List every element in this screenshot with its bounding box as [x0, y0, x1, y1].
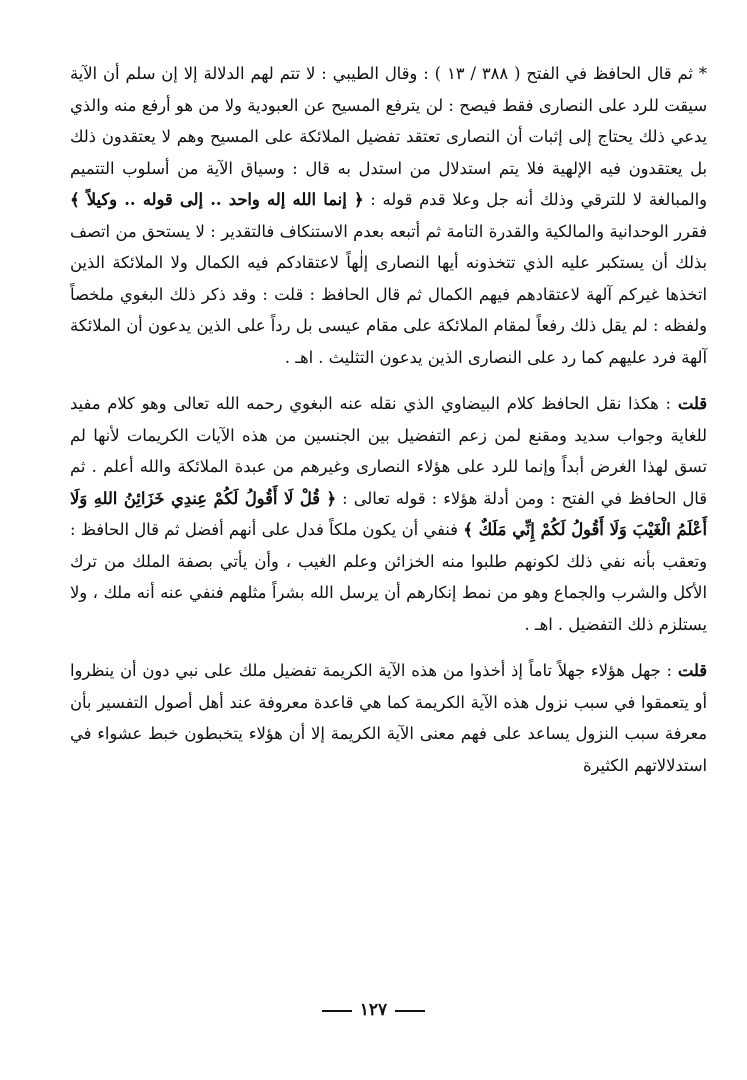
page-footer [0, 1000, 747, 1020]
paragraph-lead-word: قلت [677, 394, 707, 413]
paragraph-2 [70, 388, 707, 640]
paragraph-text: : هكذا نقل الحافظ كلام البيضاوي الذي نقله عنه البغوي رحمه الله تعالى وهو كلام مفيد للغاية وجواب سديد ومقنع لمن زعم التفضيل بين الجنسين من هذه الآيات الكريمات لأنها لم تسق لهذا الغرض أبداً وإنما للرد على هؤلاء النصارى وغيرهم من عبدة الملائكة والله أعلم . ثم قال الحافظ في الفتح : ومن أدلة هؤلاء : قوله تعالى : [70, 394, 707, 508]
footer-dash-right [322, 1010, 352, 1012]
paragraph-3 [70, 655, 707, 781]
paragraph-text: : جهل هؤلاء جهلاً تاماً إذ أخذوا من هذه الآية الكريمة تفضيل ملك على نبي دون أن ينظروا أو يتعمقوا في سبب نزول هذه الآية الكريمة كما هي قاعدة معروفة عند أهل أصول التفسير بأن معرفة سبب النزول يساعد على فهم معنى الآية الكريمة إلا أن هؤلاء يتخبطون خبط عشواء في استدلالاتهم الكثيرة [70, 661, 707, 775]
paragraph-text: فقرر الوحدانية والمالكية والقدرة التامة ثم أتبعه بعدم الاستنكاف فالتقدير : لا يستحق من اتصف بذلك أن يستكبر عليه الذي تتخذونه أيها النصارى إلٰهاً لاعتقادكم فيه الكمال ولا الملائكة الذين اتخذها غيركم آلهة لاعتقادهم فيهم الكمال ثم قال الحافظ : قلت : وقد ذكر ذلك البغوي ملخصاً ولفظه : لم يقل ذلك رفعاً لمقام الملائكة على مقام عيسى بل رداً على الذين يدعون أن الملائكة آلهة فرد عليهم كما رد على النصارى الذين يدعون التثليث . اهـ . [70, 221, 707, 367]
footer-dash-left [395, 1010, 425, 1012]
quran-verse: ﴿ قُلْ لَا أَقُولُ لَكُمْ عِندِي خَزَائِنُ اللهِ وَلَا أَعْلَمُ الْغَيْبَ وَلَا أَقُولُ لَكُمْ إِنِّي مَلَكٌ ﴾ [70, 488, 708, 539]
paragraph-text: ثم قال الحافظ في الفتح ( ٣٨٨ / ١٣ ) : وقال الطيبي : لا تتم لهم الدلالة إلا إن سلم أن الآية سيقت للرد على النصارى فقط فيصح : لن يترفع المسيح عن العبودية ولا من هو أرفع منه والذي يدعي ذلك يحتاج إلى إثبات أن النصارى تعتقد تفضيل الملائكة على المسيح وهم لا يعتقدون ذلك بل يعتقدون فيه الإلهية فلا يتم استدلال من استدل به قال : وسياق الآية من أسلوب التتميم والمبالغة لا للترقي وذلك أنه جل وعلا قدم قوله : [70, 64, 707, 209]
page-body [70, 58, 707, 781]
paragraph-lead-word: قلت [677, 661, 707, 680]
page-number: ١٢٧ [359, 1000, 388, 1020]
quran-verse: ﴿ إنما الله إله واحد .. إلى قوله .. وكيلاً ﴾ [70, 190, 364, 209]
asterisk-marker: * [692, 64, 707, 83]
paragraph-text: فنفي أن يكون ملكاً فدل على أنهم أفضل ثم قال الحافظ : وتعقب بأنه نفي ذلك لكونهم طلبوا منه الخزائن وعلم الغيب ، وأن يأتي بصفة الملك من ترك الأكل والشرب والجماع وهو من نمط إنكارهم أن يرسل الله بشراً مثلهم فنفي عنه أنه ملك ، ولا يستلزم ذلك التفضيل . اهـ . [70, 520, 707, 634]
paragraph-1 [70, 58, 707, 373]
